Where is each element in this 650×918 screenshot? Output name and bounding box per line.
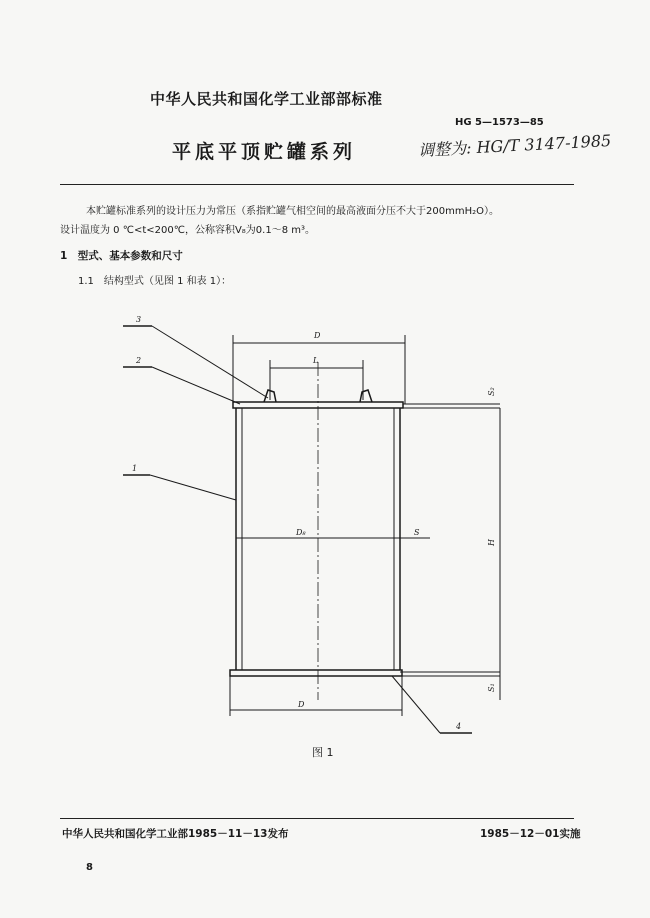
implement-date: 1985－12－01实施 xyxy=(480,828,581,840)
part-label-1: 1 xyxy=(132,464,138,473)
dim-label-s: S xyxy=(414,528,420,537)
leader-4 xyxy=(392,676,440,733)
section-1-heading: 1 型式、基本参数和尺寸 xyxy=(60,250,183,262)
section-1-1-heading: 1.1 结构型式（见图 1 和表 1）： xyxy=(78,276,232,287)
page-number: 8 xyxy=(86,862,93,873)
dim-label-d-top: D xyxy=(314,331,321,340)
leader-1 xyxy=(150,475,236,500)
publish-date: 中华人民共和国化学工业部1985－11－13发布 xyxy=(62,828,289,840)
intro-line-2: 设计温度为 0 ℃<t<200℃，公称容积V₈为0.1～8 m³。 xyxy=(60,225,315,236)
page-title: 平底平顶贮罐系列 xyxy=(172,141,357,163)
part-label-4: 4 xyxy=(456,722,462,731)
figure-caption: 图 1 xyxy=(312,746,334,759)
nozzle-right xyxy=(360,390,372,402)
dim-label-h: H xyxy=(487,539,496,546)
part-label-2: 2 xyxy=(136,356,142,365)
dim-label-l: L xyxy=(313,356,319,365)
ministry-heading: 中华人民共和国化学工业部部标准 xyxy=(150,90,383,108)
part-label-3: 3 xyxy=(136,315,142,324)
dim-label-s1: S₁ xyxy=(487,683,496,692)
bottom-plate xyxy=(230,670,402,676)
footer-rule xyxy=(60,818,574,819)
leader-3 xyxy=(152,326,268,398)
handwritten-note: 调整为: HG/T 3147-1985 xyxy=(417,130,612,161)
dim-label-d-bottom: D xyxy=(298,700,305,709)
standard-number: HG 5—1573—85 xyxy=(455,117,544,128)
intro-line-1: 本贮罐标准系列的设计压力为常压（系指贮罐气相空间的最高液面分压不大于200mmH₂O）。 xyxy=(86,206,499,217)
dim-label-dg: D₈ xyxy=(296,528,306,537)
dim-label-s2: S₂ xyxy=(487,387,496,396)
